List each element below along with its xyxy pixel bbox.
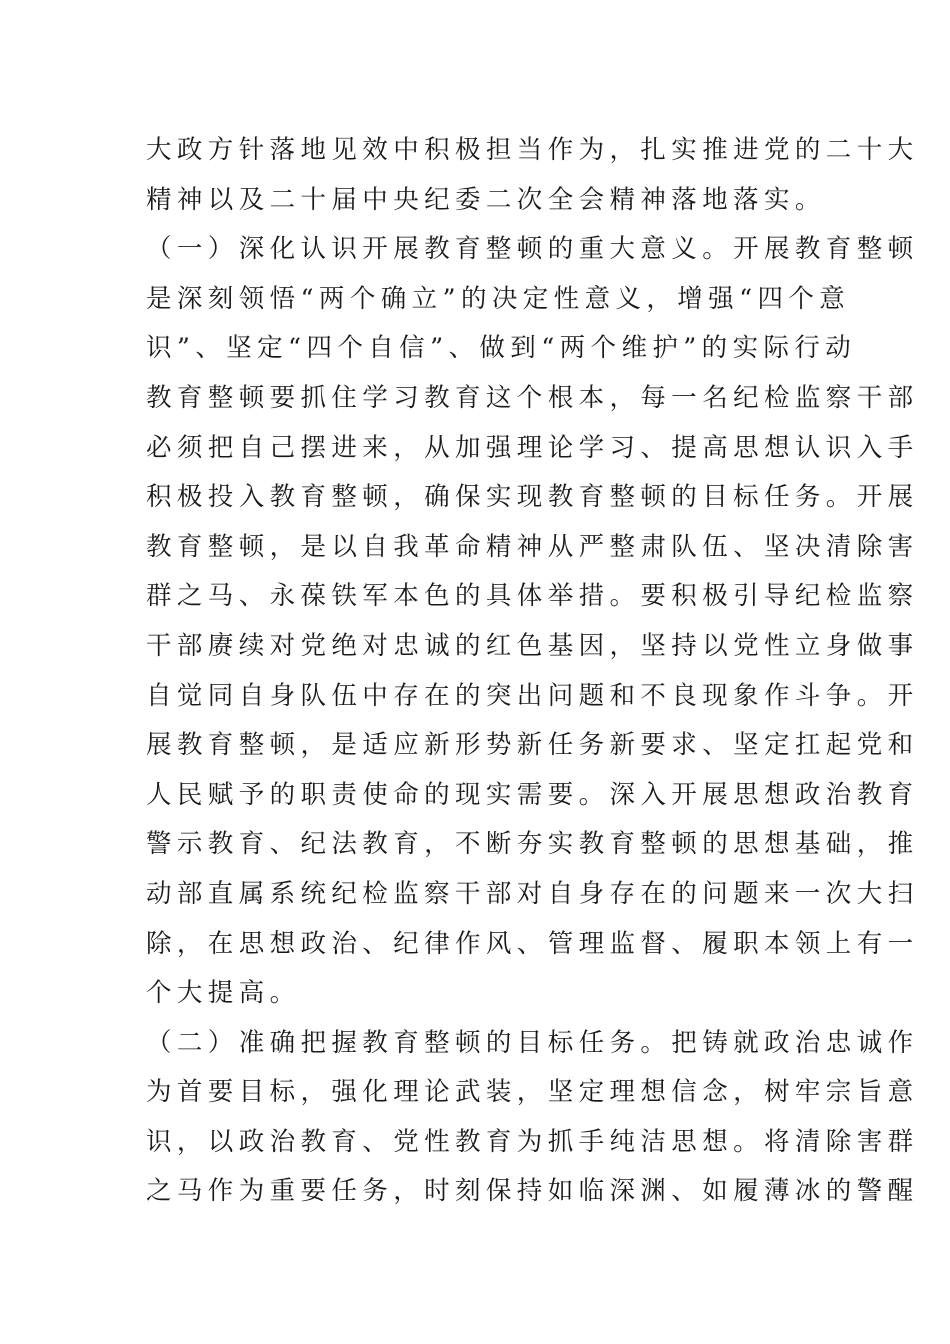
text-line: 之马作为重要任务，时刻保持如临深渊、如履薄冰的警醒: [146, 1176, 919, 1207]
text-line: 大政方针落地见效中积极担当作为，扎实推进党的二十大: [146, 135, 919, 165]
text-line: 为首要目标，强化理论武装，坚定理想信念，树牢宗旨意: [146, 1077, 919, 1108]
text-line: 动部直属系统纪检监察干部对自身存在的问题来一次大扫: [146, 878, 919, 909]
text-line: 精神以及二十届中央纪委二次全会精神落地落实。: [146, 184, 826, 215]
text-line: 教育整顿，是以自我革命精神从严整肃队伍、坚决清除害: [146, 531, 919, 562]
text-line: 除，在思想政治、纪律作风、管理监督、履职本领上有一: [146, 928, 919, 959]
body-text: [146, 126, 919, 1217]
section-heading-line: （二）准确把握教育整顿的目标任务。把铸就政治忠诚作: [146, 1027, 919, 1058]
text-line: 展教育整顿，是适应新形势新任务新要求、坚定扛起党和: [146, 730, 919, 761]
text-line: 人民赋予的职责使命的现实需要。深入开展思想政治教育: [146, 779, 919, 810]
text-line: 积极投入教育整顿，确保实现教育整顿的目标任务。开展: [146, 482, 919, 513]
text-line: 教育整顿要抓住学习教育这个根本，每一名纪检监察干部: [146, 382, 919, 413]
text-line: 干部赓续对党绝对忠诚的红色基因，坚持以党性立身做事: [146, 630, 919, 661]
text-line: 识，以政治教育、党性教育为抓手纯洁思想。将清除害群: [146, 1126, 919, 1157]
text-line: 个大提高。: [146, 978, 301, 1009]
text-line: 是深刻领悟“两个确立”的决定性意义，增强“四个意: [146, 283, 851, 314]
text-line: 自觉同自身队伍中存在的突出问题和不良现象作斗争。开: [146, 680, 919, 711]
section-heading-line: （一）深化认识开展教育整顿的重大意义。开展教育整顿: [146, 234, 919, 265]
text-line: 识”、坚定“四个自信”、做到“两个维护”的实际行动: [146, 333, 857, 364]
text-line: 必须把自己摆进来，从加强理论学习、提高思想认识入手: [146, 432, 919, 463]
text-line: 群之马、永葆铁军本色的具体举措。要积极引导纪检监察: [146, 581, 919, 612]
text-line: 警示教育、纪法教育，不断夯实教育整顿的思想基础，推: [146, 829, 919, 860]
